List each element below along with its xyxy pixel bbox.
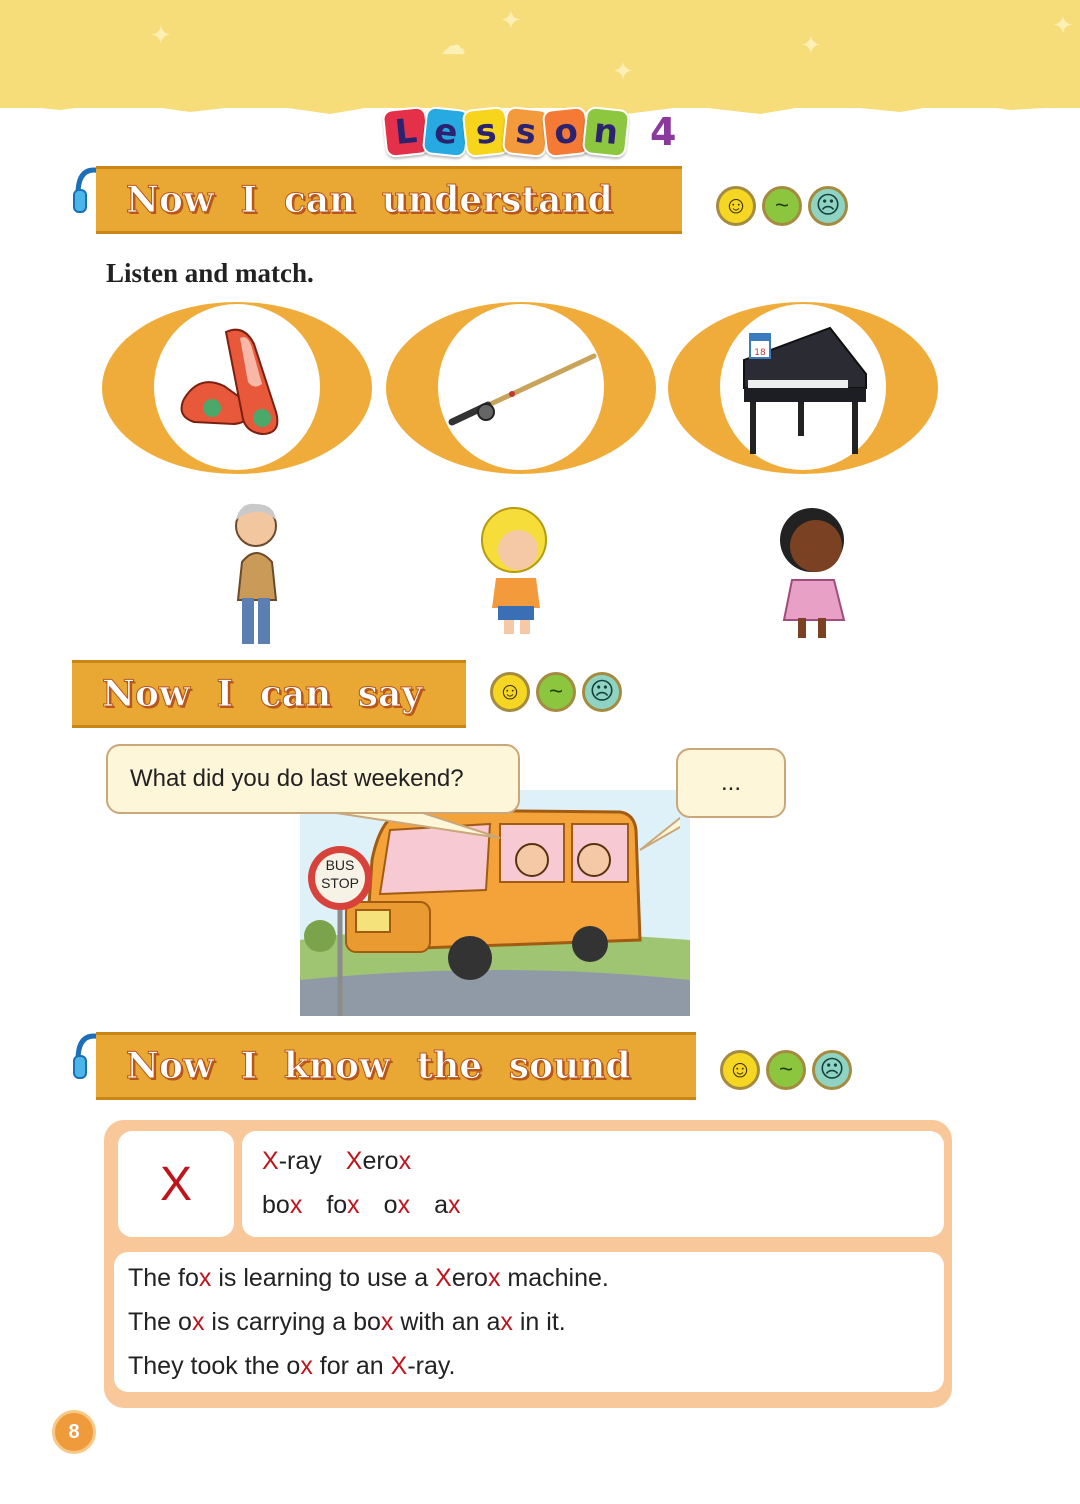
happy-face-icon[interactable]: ☺ — [720, 1050, 760, 1090]
top-banner — [0, 0, 1080, 108]
lesson-title — [384, 102, 676, 162]
lesson-letter-tile: s — [502, 106, 551, 158]
section-title-sound: Now I know the sound — [126, 1045, 631, 1087]
sad-face-icon[interactable]: ☹ — [808, 186, 848, 226]
lesson-number: 4 — [650, 110, 677, 154]
piano-icon — [720, 304, 886, 470]
star-decoration-icon: ✦ — [800, 30, 822, 60]
sentence: The ox is carrying a box with an ax in it. — [128, 1308, 566, 1336]
lesson-letter-tile: e — [422, 106, 471, 158]
shoes-icon — [154, 304, 320, 470]
happy-face-icon[interactable]: ☺ — [490, 672, 530, 712]
picture-frame-piano[interactable] — [668, 302, 938, 474]
meh-face-icon[interactable]: ~ — [536, 672, 576, 712]
section-plaque-sound — [96, 1032, 696, 1100]
sentences-box — [114, 1252, 944, 1392]
picture-frame-fishing-rod[interactable] — [386, 302, 656, 474]
star-decoration-icon: ✦ — [1052, 10, 1074, 40]
sad-face-icon[interactable]: ☹ — [582, 672, 622, 712]
letter-box — [118, 1131, 234, 1237]
sound-word: Xerox — [345, 1147, 412, 1175]
boy-figure[interactable] — [456, 498, 580, 642]
answer-bubble — [676, 748, 786, 818]
meh-face-icon[interactable]: ~ — [766, 1050, 806, 1090]
lesson-word — [384, 108, 624, 156]
words-row-1 — [262, 1147, 411, 1176]
target-letter: X — [159, 1157, 192, 1211]
section-plaque-understand — [96, 166, 682, 234]
cloud-decoration-icon: ☁ — [440, 30, 466, 60]
girl-figure[interactable] — [764, 502, 858, 644]
lesson-letter-tile: o — [542, 106, 591, 158]
sentence: They took the ox for an X-ray. — [128, 1352, 456, 1380]
picture-frame-shoes[interactable] — [102, 302, 372, 474]
sound-word: box — [262, 1191, 303, 1219]
self-assessment-faces — [490, 672, 622, 712]
sound-word: X-ray — [262, 1147, 322, 1175]
speech-bubble-tails — [300, 810, 680, 870]
bus-stop-sign-line2: STOP — [321, 875, 359, 891]
happy-face-icon[interactable]: ☺ — [716, 186, 756, 226]
lesson-letter-tile: n — [582, 106, 631, 158]
meh-face-icon[interactable]: ~ — [762, 186, 802, 226]
sound-word: fox — [326, 1191, 360, 1219]
calendar-date: 18 — [754, 348, 766, 358]
lesson-letter-tile: L — [382, 106, 431, 158]
star-decoration-icon: ✦ — [500, 5, 522, 35]
sentence: The fox is learning to use a Xerox machine. — [128, 1264, 609, 1292]
star-decoration-icon: ✦ — [150, 20, 172, 50]
page-number: 8 — [52, 1410, 96, 1454]
lesson-letter-tile: s — [462, 106, 511, 158]
question-text: What did you do last weekend? — [130, 765, 464, 792]
self-assessment-faces — [716, 186, 848, 226]
sad-face-icon[interactable]: ☹ — [812, 1050, 852, 1090]
sound-word: ax — [434, 1191, 461, 1219]
instruction: Listen and match. — [106, 258, 314, 288]
section-plaque-say — [72, 660, 466, 728]
section-title-understand: Now I can understand — [126, 179, 613, 221]
bus-stop-sign-line1: BUS — [325, 857, 355, 873]
star-decoration-icon: ✦ — [612, 56, 634, 86]
words-row-2 — [262, 1191, 460, 1220]
sound-word: ox — [383, 1191, 411, 1219]
answer-text: ... — [720, 769, 741, 796]
grandpa-figure[interactable] — [220, 500, 290, 650]
fishing-rod-icon — [438, 304, 604, 470]
self-assessment-faces — [720, 1050, 852, 1090]
words-box — [242, 1131, 944, 1237]
question-bubble — [106, 744, 520, 814]
section-title-say: Now I can say — [102, 673, 423, 715]
